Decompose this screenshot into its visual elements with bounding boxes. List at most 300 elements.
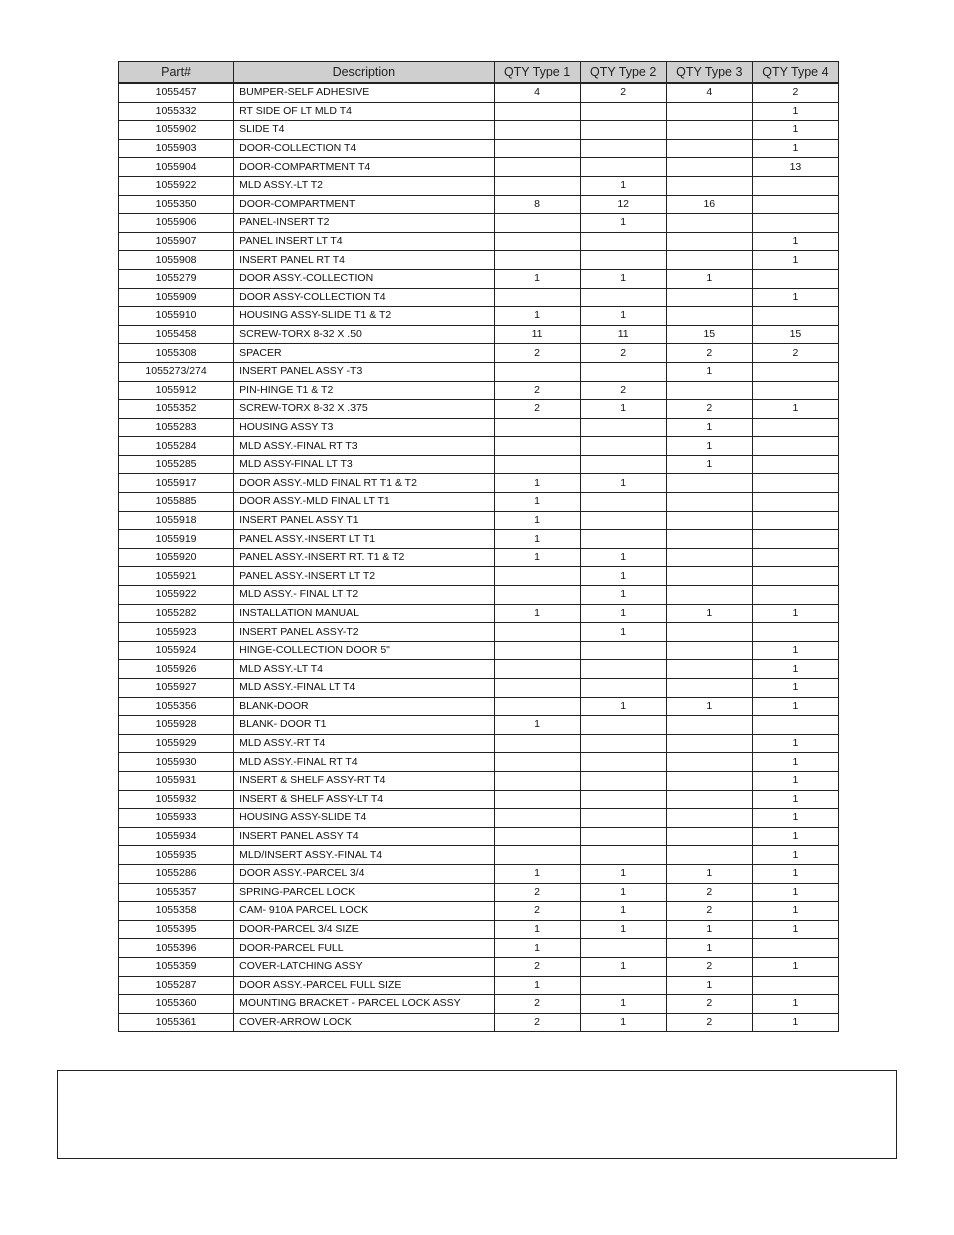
qty-type-1-cell: 8 (494, 195, 580, 214)
part-number-cell: 1055279 (119, 269, 234, 288)
table-row (119, 920, 839, 939)
qty-type-4-cell: 1 (752, 660, 838, 679)
qty-type-3-cell: 1 (666, 269, 752, 288)
table-row (119, 1013, 839, 1032)
qty-type-2-cell (580, 232, 666, 251)
table-row (119, 344, 839, 363)
qty-type-4-cell (752, 437, 838, 456)
table-row (119, 697, 839, 716)
qty-type-4-cell: 1 (752, 604, 838, 623)
qty-type-4-cell (752, 586, 838, 605)
qty-type-2-cell (580, 437, 666, 456)
qty-type-4-cell: 1 (752, 920, 838, 939)
qty-type-4-cell (752, 418, 838, 437)
part-number-cell: 1055928 (119, 716, 234, 735)
qty-type-2-cell: 1 (580, 586, 666, 605)
qty-type-3-cell (666, 679, 752, 698)
qty-type-1-cell (494, 697, 580, 716)
part-number-cell: 1055359 (119, 957, 234, 976)
qty-type-2-cell: 1 (580, 307, 666, 326)
qty-type-2-cell: 1 (580, 1013, 666, 1032)
part-number-cell: 1055918 (119, 511, 234, 530)
description-cell: PANEL ASSY.-INSERT LT T2 (234, 567, 494, 586)
qty-type-2-cell: 1 (580, 400, 666, 419)
description-cell: MLD ASSY.-FINAL RT T4 (234, 753, 494, 772)
qty-type-2-cell (580, 734, 666, 753)
qty-type-2-cell (580, 809, 666, 828)
qty-type-3-cell (666, 474, 752, 493)
part-number-cell: 1055308 (119, 344, 234, 363)
qty-type-4-cell: 1 (752, 288, 838, 307)
table-row (119, 790, 839, 809)
qty-type-3-cell (666, 232, 752, 251)
qty-type-3-cell (666, 734, 752, 753)
qty-type-4-cell: 1 (752, 697, 838, 716)
table-row (119, 121, 839, 140)
qty-type-1-cell (494, 214, 580, 233)
qty-type-1-cell: 2 (494, 344, 580, 363)
qty-type-2-cell: 1 (580, 176, 666, 195)
table-row (119, 809, 839, 828)
qty-type-2-cell (580, 753, 666, 772)
qty-type-2-cell (580, 251, 666, 270)
qty-type-3-cell (666, 530, 752, 549)
table-row (119, 586, 839, 605)
qty-type-4-cell (752, 362, 838, 381)
qty-type-2-cell: 1 (580, 995, 666, 1014)
part-number-cell: 1055457 (119, 83, 234, 102)
qty-type-3-cell (666, 176, 752, 195)
part-number-cell: 1055356 (119, 697, 234, 716)
qty-type-4-cell: 2 (752, 83, 838, 102)
description-cell: MLD ASSY.- FINAL LT T2 (234, 586, 494, 605)
qty-type-4-cell: 1 (752, 139, 838, 158)
qty-type-1-cell (494, 586, 580, 605)
table-row (119, 846, 839, 865)
qty-type-2-cell (580, 418, 666, 437)
qty-type-1-cell: 1 (494, 976, 580, 995)
qty-type-3-cell (666, 251, 752, 270)
qty-type-1-cell (494, 660, 580, 679)
qty-type-4-cell: 1 (752, 846, 838, 865)
qty-type-3-cell: 2 (666, 1013, 752, 1032)
qty-type-1-cell: 1 (494, 548, 580, 567)
table-row (119, 232, 839, 251)
qty-type-1-cell: 2 (494, 1013, 580, 1032)
part-number-cell: 1055283 (119, 418, 234, 437)
description-cell: INSERT PANEL ASSY T1 (234, 511, 494, 530)
description-cell: MLD ASSY.-FINAL RT T3 (234, 437, 494, 456)
qty-type-1-cell: 1 (494, 511, 580, 530)
description-cell: HOUSING ASSY-SLIDE T4 (234, 809, 494, 828)
qty-type-2-cell (580, 939, 666, 958)
qty-type-4-cell: 1 (752, 995, 838, 1014)
description-cell: SCREW-TORX 8-32 X .375 (234, 400, 494, 419)
qty-type-3-cell (666, 121, 752, 140)
header-row (119, 62, 839, 84)
description-cell: DOOR-PARCEL 3/4 SIZE (234, 920, 494, 939)
part-number-cell: 1055282 (119, 604, 234, 623)
part-number-cell: 1055910 (119, 307, 234, 326)
qty-type-2-cell (580, 455, 666, 474)
qty-type-4-cell: 1 (752, 641, 838, 660)
part-number-cell: 1055357 (119, 883, 234, 902)
qty-type-3-cell (666, 307, 752, 326)
qty-type-4-cell: 1 (752, 957, 838, 976)
table-row (119, 957, 839, 976)
description-cell: PANEL ASSY.-INSERT LT T1 (234, 530, 494, 549)
table-row (119, 939, 839, 958)
qty-type-4-cell (752, 214, 838, 233)
description-cell: HOUSING ASSY-SLIDE T1 & T2 (234, 307, 494, 326)
qty-type-3-cell: 1 (666, 864, 752, 883)
qty-type-1-cell (494, 771, 580, 790)
description-cell: SLIDE T4 (234, 121, 494, 140)
description-cell: SPACER (234, 344, 494, 363)
qty-type-2-cell: 1 (580, 902, 666, 921)
table-row (119, 102, 839, 121)
qty-type-4-cell (752, 269, 838, 288)
qty-type-2-cell (580, 288, 666, 307)
qty-type-1-cell (494, 846, 580, 865)
table-row (119, 288, 839, 307)
table-row (119, 753, 839, 772)
qty-type-3-cell (666, 771, 752, 790)
description-cell: COVER-ARROW LOCK (234, 1013, 494, 1032)
qty-type-1-cell (494, 176, 580, 195)
table-row (119, 976, 839, 995)
qty-type-2-cell: 1 (580, 214, 666, 233)
qty-type-4-cell (752, 474, 838, 493)
description-cell: SPRING-PARCEL LOCK (234, 883, 494, 902)
description-cell: RT SIDE OF LT MLD T4 (234, 102, 494, 121)
qty-type-4-cell: 1 (752, 232, 838, 251)
table-row (119, 623, 839, 642)
table-row (119, 511, 839, 530)
qty-type-1-cell (494, 567, 580, 586)
table-row (119, 679, 839, 698)
qty-type-2-cell: 1 (580, 697, 666, 716)
part-number-cell: 1055932 (119, 790, 234, 809)
qty-type-3-cell (666, 586, 752, 605)
qty-type-1-cell: 1 (494, 939, 580, 958)
table-row (119, 269, 839, 288)
qty-type-1-cell (494, 753, 580, 772)
qty-type-1-cell (494, 437, 580, 456)
qty-type-2-cell: 1 (580, 957, 666, 976)
qty-type-3-cell: 1 (666, 920, 752, 939)
qty-type-3-cell: 2 (666, 400, 752, 419)
part-number-cell: 1055358 (119, 902, 234, 921)
header-qty-type-4: QTY Type 4 (752, 62, 838, 84)
table-row (119, 827, 839, 846)
part-number-cell: 1055285 (119, 455, 234, 474)
header-qty-type-1: QTY Type 1 (494, 62, 580, 84)
table-row (119, 604, 839, 623)
qty-type-1-cell (494, 158, 580, 177)
qty-type-3-cell: 2 (666, 957, 752, 976)
qty-type-4-cell: 1 (752, 679, 838, 698)
qty-type-4-cell: 1 (752, 771, 838, 790)
qty-type-3-cell: 1 (666, 455, 752, 474)
qty-type-3-cell (666, 548, 752, 567)
part-number-cell: 1055902 (119, 121, 234, 140)
qty-type-4-cell: 13 (752, 158, 838, 177)
qty-type-4-cell: 2 (752, 344, 838, 363)
qty-type-4-cell: 1 (752, 734, 838, 753)
part-number-cell: 1055885 (119, 493, 234, 512)
table-header (119, 62, 839, 84)
qty-type-4-cell (752, 716, 838, 735)
qty-type-1-cell (494, 362, 580, 381)
qty-type-2-cell (580, 493, 666, 512)
header-description: Description (234, 62, 494, 84)
part-number-cell: 1055395 (119, 920, 234, 939)
qty-type-1-cell: 1 (494, 493, 580, 512)
qty-type-4-cell: 1 (752, 102, 838, 121)
qty-type-4-cell: 15 (752, 325, 838, 344)
qty-type-1-cell: 1 (494, 604, 580, 623)
part-number-cell: 1055350 (119, 195, 234, 214)
table-row (119, 455, 839, 474)
qty-type-3-cell (666, 809, 752, 828)
qty-type-2-cell (580, 362, 666, 381)
description-cell: INSTALLATION MANUAL (234, 604, 494, 623)
table-row (119, 83, 839, 102)
qty-type-2-cell: 1 (580, 864, 666, 883)
description-cell: HINGE-COLLECTION DOOR 5" (234, 641, 494, 660)
description-cell: CAM- 910A PARCEL LOCK (234, 902, 494, 921)
qty-type-1-cell (494, 288, 580, 307)
qty-type-2-cell: 1 (580, 883, 666, 902)
part-number-cell: 1055919 (119, 530, 234, 549)
table-row (119, 734, 839, 753)
part-number-cell: 1055931 (119, 771, 234, 790)
qty-type-4-cell (752, 195, 838, 214)
part-number-cell: 1055287 (119, 976, 234, 995)
qty-type-2-cell (580, 716, 666, 735)
qty-type-4-cell (752, 976, 838, 995)
part-number-cell: 1055352 (119, 400, 234, 419)
description-cell: MLD/INSERT ASSY.-FINAL T4 (234, 846, 494, 865)
part-number-cell: 1055926 (119, 660, 234, 679)
qty-type-3-cell: 2 (666, 902, 752, 921)
qty-type-2-cell (580, 771, 666, 790)
qty-type-1-cell: 1 (494, 920, 580, 939)
part-number-cell: 1055361 (119, 1013, 234, 1032)
description-cell: HOUSING ASSY T3 (234, 418, 494, 437)
header-qty-type-3: QTY Type 3 (666, 62, 752, 84)
qty-type-1-cell: 2 (494, 957, 580, 976)
description-cell: DOOR-COMPARTMENT (234, 195, 494, 214)
qty-type-3-cell: 2 (666, 883, 752, 902)
part-number-cell: 1055927 (119, 679, 234, 698)
qty-type-3-cell (666, 381, 752, 400)
qty-type-2-cell: 2 (580, 381, 666, 400)
qty-type-1-cell: 1 (494, 530, 580, 549)
description-cell: MOUNTING BRACKET - PARCEL LOCK ASSY (234, 995, 494, 1014)
qty-type-1-cell: 1 (494, 474, 580, 493)
table-row (119, 864, 839, 883)
table-row (119, 195, 839, 214)
qty-type-3-cell: 16 (666, 195, 752, 214)
qty-type-4-cell (752, 381, 838, 400)
table-row (119, 995, 839, 1014)
table-row (119, 158, 839, 177)
table-row (119, 437, 839, 456)
qty-type-4-cell (752, 176, 838, 195)
qty-type-3-cell: 1 (666, 362, 752, 381)
qty-type-3-cell (666, 493, 752, 512)
qty-type-3-cell (666, 567, 752, 586)
qty-type-1-cell: 1 (494, 716, 580, 735)
qty-type-1-cell: 11 (494, 325, 580, 344)
table-row (119, 660, 839, 679)
qty-type-3-cell (666, 641, 752, 660)
part-number-cell: 1055920 (119, 548, 234, 567)
qty-type-3-cell: 1 (666, 604, 752, 623)
qty-type-4-cell: 1 (752, 121, 838, 140)
qty-type-2-cell: 2 (580, 344, 666, 363)
qty-type-4-cell (752, 530, 838, 549)
table-row (119, 325, 839, 344)
part-number-cell: 1055904 (119, 158, 234, 177)
table-row (119, 474, 839, 493)
qty-type-3-cell (666, 158, 752, 177)
description-cell: DOOR ASSY.-MLD FINAL LT T1 (234, 493, 494, 512)
header-part-number: Part# (119, 62, 234, 84)
qty-type-3-cell (666, 102, 752, 121)
table-row (119, 139, 839, 158)
qty-type-3-cell (666, 846, 752, 865)
qty-type-1-cell (494, 827, 580, 846)
part-number-cell: 1055924 (119, 641, 234, 660)
qty-type-1-cell (494, 734, 580, 753)
description-cell: DOOR ASSY-COLLECTION T4 (234, 288, 494, 307)
qty-type-3-cell (666, 753, 752, 772)
description-cell: INSERT PANEL ASSY-T2 (234, 623, 494, 642)
qty-type-2-cell: 1 (580, 920, 666, 939)
table-row (119, 641, 839, 660)
qty-type-1-cell: 1 (494, 864, 580, 883)
description-cell: MLD ASSY.-RT T4 (234, 734, 494, 753)
qty-type-2-cell: 12 (580, 195, 666, 214)
qty-type-2-cell: 11 (580, 325, 666, 344)
qty-type-2-cell (580, 158, 666, 177)
note-box (57, 1070, 897, 1159)
qty-type-3-cell: 2 (666, 995, 752, 1014)
qty-type-1-cell (494, 679, 580, 698)
description-cell: INSERT PANEL ASSY -T3 (234, 362, 494, 381)
description-cell: INSERT PANEL RT T4 (234, 251, 494, 270)
description-cell: MLD ASSY-FINAL LT T3 (234, 455, 494, 474)
description-cell: MLD ASSY.-LT T2 (234, 176, 494, 195)
part-number-cell: 1055908 (119, 251, 234, 270)
qty-type-2-cell (580, 827, 666, 846)
qty-type-4-cell (752, 455, 838, 474)
part-number-cell: 1055396 (119, 939, 234, 958)
parts-list-table (118, 61, 839, 1032)
qty-type-1-cell: 1 (494, 269, 580, 288)
table-row (119, 418, 839, 437)
table-row (119, 214, 839, 233)
qty-type-2-cell: 1 (580, 548, 666, 567)
part-number-cell: 1055284 (119, 437, 234, 456)
qty-type-1-cell: 2 (494, 902, 580, 921)
part-number-cell: 1055906 (119, 214, 234, 233)
description-cell: BLANK-DOOR (234, 697, 494, 716)
table-row (119, 567, 839, 586)
table-row (119, 530, 839, 549)
part-number-cell: 1055332 (119, 102, 234, 121)
qty-type-1-cell (494, 809, 580, 828)
qty-type-3-cell (666, 660, 752, 679)
qty-type-3-cell (666, 139, 752, 158)
qty-type-1-cell: 2 (494, 883, 580, 902)
table-row (119, 716, 839, 735)
part-number-cell: 1055917 (119, 474, 234, 493)
qty-type-4-cell (752, 623, 838, 642)
description-cell: DOOR-COMPARTMENT T4 (234, 158, 494, 177)
description-cell: DOOR ASSY.-COLLECTION (234, 269, 494, 288)
qty-type-1-cell (494, 418, 580, 437)
qty-type-4-cell: 1 (752, 809, 838, 828)
description-cell: MLD ASSY.-LT T4 (234, 660, 494, 679)
part-number-cell: 1055909 (119, 288, 234, 307)
qty-type-2-cell (580, 121, 666, 140)
qty-type-3-cell (666, 827, 752, 846)
description-cell: DOOR ASSY.-MLD FINAL RT T1 & T2 (234, 474, 494, 493)
qty-type-4-cell: 1 (752, 1013, 838, 1032)
part-number-cell: 1055922 (119, 586, 234, 605)
description-cell: SCREW-TORX 8-32 X .50 (234, 325, 494, 344)
description-cell: INSERT & SHELF ASSY-LT T4 (234, 790, 494, 809)
qty-type-2-cell: 1 (580, 623, 666, 642)
description-cell: PANEL-INSERT T2 (234, 214, 494, 233)
part-number-cell: 1055903 (119, 139, 234, 158)
qty-type-2-cell: 1 (580, 604, 666, 623)
part-number-cell: 1055458 (119, 325, 234, 344)
qty-type-1-cell: 2 (494, 381, 580, 400)
qty-type-3-cell: 1 (666, 697, 752, 716)
part-number-cell: 1055922 (119, 176, 234, 195)
qty-type-3-cell (666, 623, 752, 642)
qty-type-1-cell: 2 (494, 995, 580, 1014)
qty-type-3-cell (666, 716, 752, 735)
qty-type-1-cell (494, 251, 580, 270)
part-number-cell: 1055935 (119, 846, 234, 865)
description-cell: BLANK- DOOR T1 (234, 716, 494, 735)
table-row (119, 548, 839, 567)
description-cell: PANEL INSERT LT T4 (234, 232, 494, 251)
qty-type-4-cell (752, 307, 838, 326)
qty-type-3-cell: 15 (666, 325, 752, 344)
qty-type-3-cell (666, 511, 752, 530)
description-cell: INSERT & SHELF ASSY-RT T4 (234, 771, 494, 790)
qty-type-1-cell (494, 623, 580, 642)
table-row (119, 362, 839, 381)
qty-type-2-cell: 1 (580, 269, 666, 288)
qty-type-1-cell (494, 455, 580, 474)
description-cell: DOOR-COLLECTION T4 (234, 139, 494, 158)
qty-type-1-cell (494, 139, 580, 158)
qty-type-3-cell (666, 790, 752, 809)
table-row (119, 307, 839, 326)
qty-type-2-cell (580, 530, 666, 549)
qty-type-2-cell: 2 (580, 83, 666, 102)
qty-type-2-cell: 1 (580, 474, 666, 493)
qty-type-4-cell (752, 548, 838, 567)
